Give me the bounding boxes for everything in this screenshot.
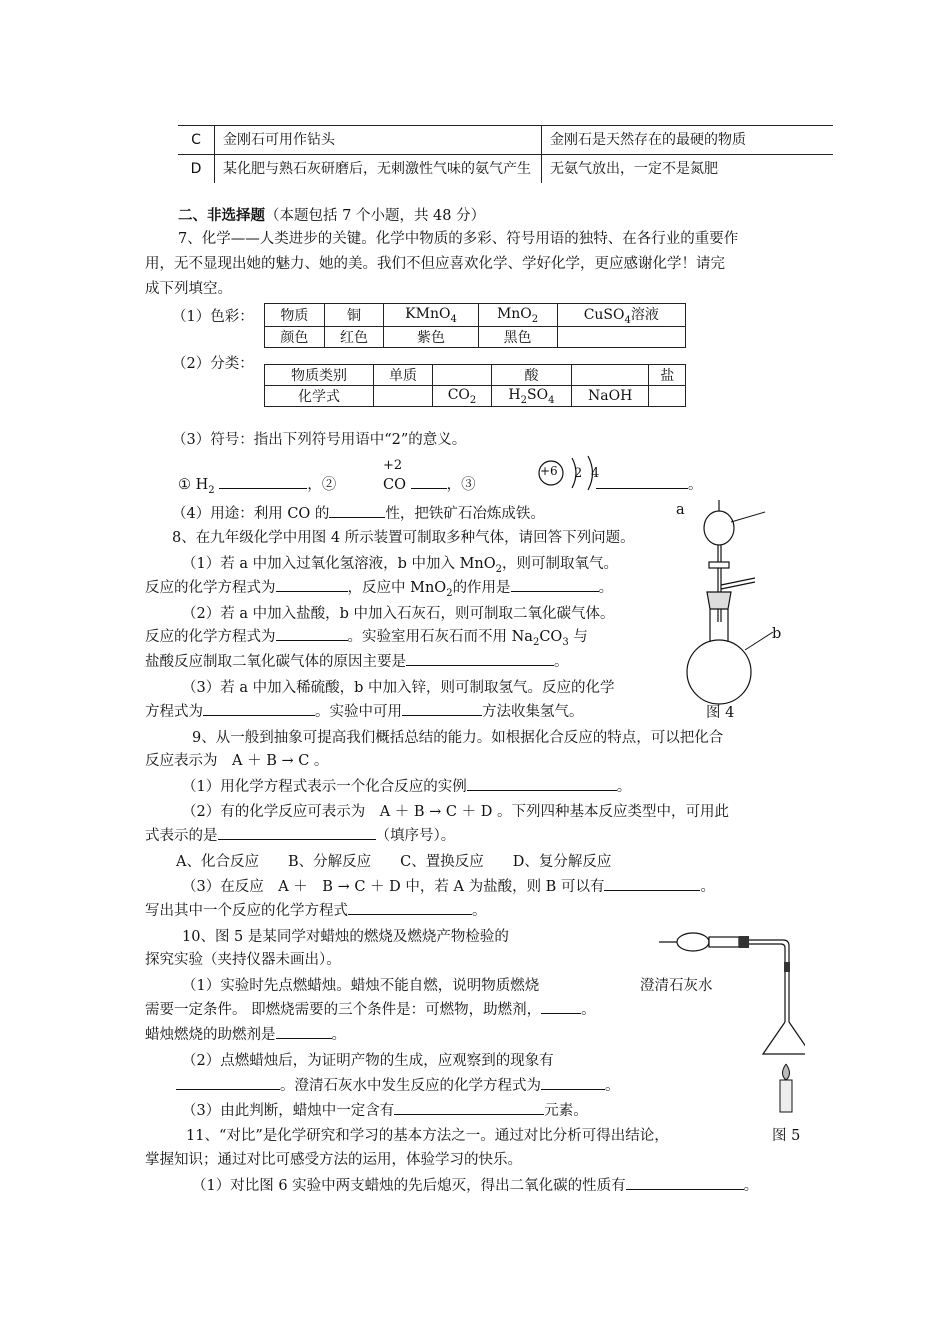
- q10-line-4: [145, 999, 596, 1021]
- q9-line-4: （2）有的化学反应可表示为 A ＋ B → C ＋ D 。下列四种基本反应类型中，可用此: [182, 804, 729, 820]
- top-options-table: [178, 125, 833, 183]
- cell: NaOH: [571, 386, 649, 407]
- q7-intro-1: 7、化学——人类进步的关键。化学中物质的多彩、符号用语的独特、在各行业的重要作: [178, 231, 739, 247]
- text: （1）若 a 中加入过氧化氢溶液，b 中加入 MnO: [182, 556, 496, 572]
- text: 。实验室用石灰石而不用 Na: [347, 629, 533, 645]
- cell: 铜: [324, 304, 384, 327]
- text: 。: [605, 1078, 620, 1094]
- text: 反应的化学方程式为: [145, 629, 276, 645]
- blank[interactable]: [276, 626, 348, 641]
- cell: [492, 386, 572, 407]
- q10-line-5: [145, 1024, 346, 1046]
- q10-line-8: [182, 1099, 588, 1120]
- text: 盐酸反应制取二氧化碳气体的原因主要是: [145, 654, 406, 670]
- cell: 物质类别: [265, 365, 374, 386]
- cell: 化学式: [265, 386, 374, 407]
- classification-table: [264, 364, 686, 407]
- round-bottom-flask: [687, 640, 751, 704]
- cell: 紫色: [384, 326, 478, 347]
- label-a-pointer: [731, 512, 765, 522]
- option-statement: 金刚石可用作钻头: [215, 126, 542, 155]
- text: 需要一定条件。 即燃烧需要的三个条件是：可燃物，助燃剂，: [145, 1002, 542, 1018]
- bent-tube-inner: [749, 944, 785, 1002]
- figure-4-apparatus: [685, 492, 795, 714]
- text: 。澄清石灰水中发生反应的化学方程式为: [280, 1078, 541, 1094]
- drying-tube-bulb: [677, 933, 709, 951]
- blank[interactable]: [203, 701, 315, 716]
- q11-line-2: 掌握知识；通过对比可感受方法的运用，体验学习的快乐。: [145, 1152, 522, 1168]
- connector: [739, 936, 749, 948]
- cell: [557, 304, 685, 327]
- text: 与: [568, 629, 588, 645]
- nucleus-label: +6: [540, 464, 558, 478]
- formula: KMnO: [405, 305, 451, 322]
- q9-options: A、化合反应 B、分解反应 C、置换反应 D、复分解反应: [176, 854, 612, 870]
- cell: [374, 386, 433, 407]
- blank[interactable]: [402, 701, 482, 716]
- blank[interactable]: [176, 1075, 280, 1090]
- blank[interactable]: [276, 577, 348, 592]
- text: 。: [331, 1027, 346, 1043]
- text: ，则可制取氧气。: [502, 556, 619, 572]
- blank[interactable]: [394, 1100, 544, 1115]
- q10-line-7: [176, 1074, 620, 1095]
- figure-4-label-a: a: [676, 502, 685, 518]
- cell: [571, 365, 649, 386]
- label-b-pointer: [745, 632, 773, 650]
- dropping-funnel-bulb: [704, 511, 734, 545]
- subscript: 2: [495, 563, 503, 575]
- subscript: 2: [446, 587, 453, 599]
- text: 式表示的是: [145, 828, 218, 844]
- option-reason: 金刚石是天然存在的最硬的物质: [542, 126, 834, 155]
- text: 蜡烛燃烧的助燃剂是: [145, 1027, 276, 1043]
- blank[interactable]: [406, 651, 554, 666]
- q7-intro-2: 用，无不显现出她的魅力、她的美。我们不但应喜欢化学、学好化学，更应感谢化学！请完: [145, 256, 725, 272]
- subscript: 4: [548, 394, 555, 406]
- q7-part2-label: （2）分类：: [172, 356, 254, 372]
- blank-1[interactable]: [219, 474, 307, 489]
- q10-line-6: （2）点燃蜡烛后，为证明产物的生成，应观察到的现象有: [182, 1053, 554, 1069]
- table-row: [265, 304, 686, 327]
- cell: 红色: [324, 326, 384, 347]
- cell: [478, 304, 557, 327]
- electron-count-1: 2: [574, 466, 583, 481]
- separator: ，②: [307, 477, 337, 493]
- figure-5-caption: 图 5: [772, 1128, 801, 1144]
- q8-line-3: [145, 577, 613, 605]
- cell: [433, 365, 492, 386]
- blank[interactable]: [348, 900, 472, 915]
- text: 。: [472, 903, 487, 919]
- subscript: 2: [520, 394, 528, 406]
- text: 写出其中一个反应的化学方程式: [145, 903, 348, 919]
- option-statement-text: 某化肥与熟石灰研磨后，无刺激性气味的氨气产生: [223, 161, 531, 177]
- q7-intro-3: 成下列填空。: [145, 281, 232, 297]
- limewater-label: 澄清石灰水: [640, 978, 713, 994]
- text: 的作用是: [452, 580, 511, 596]
- table-row: [178, 155, 833, 184]
- q7-symbols-line: [178, 473, 336, 496]
- q9-line-1: 9、从一般到抽象可提高我们概括总结的能力。如根据化合反应的特点，可以把化合: [192, 730, 724, 746]
- option-reason: 无氨气放出，一定不是氮肥: [542, 155, 834, 184]
- table-row: [178, 126, 833, 155]
- formula: SO: [527, 386, 549, 403]
- tube-joint: [784, 962, 790, 972]
- q8-line-8: [145, 701, 584, 723]
- q9-line-5: [145, 825, 455, 847]
- symbol-co-text: CO: [383, 477, 406, 493]
- side-tube-lower: [721, 582, 755, 589]
- q8-line-1: 8、在九年级化学中用图 4 所示装置可制取多种气体，请回答下列问题。: [172, 530, 635, 546]
- q7-part4-tail: 性，把铁矿石冶炼成铁。: [385, 506, 545, 522]
- q10-line-2: 探究实验（夹持仪器未画出）。: [145, 952, 341, 968]
- text: 。: [700, 879, 715, 895]
- subscript: 3: [562, 636, 569, 648]
- text: 。: [581, 1002, 596, 1018]
- stopper: [707, 592, 731, 609]
- q7-part4-text: （4）用途：利用 CO 的: [172, 506, 330, 522]
- q7-part4: [172, 502, 545, 523]
- blank[interactable]: [218, 825, 376, 840]
- q8-line-2: [182, 552, 618, 575]
- q7-part3: （3）符号：指出下列符号用语中“2”的意义。: [172, 432, 467, 448]
- text: CO: [539, 629, 563, 645]
- symbol-co: [383, 473, 476, 494]
- subscript: 2: [208, 484, 215, 496]
- blank[interactable]: [541, 999, 581, 1014]
- q11-line-3: [192, 1174, 758, 1195]
- formula: CO: [447, 386, 470, 403]
- section-heading: [178, 204, 485, 225]
- option-letter: D: [178, 155, 215, 184]
- subscript: 4: [450, 313, 457, 325]
- blank[interactable]: [467, 776, 617, 791]
- section-title: 二、非选择题: [178, 207, 265, 224]
- option-statement: [215, 155, 542, 184]
- text: 。: [616, 779, 632, 795]
- text: 元素。: [544, 1103, 588, 1119]
- subscript: 2: [532, 636, 540, 648]
- blank[interactable]: [276, 1024, 332, 1039]
- q10-line-3: （1）实验时先点燃蜡烛。蜡烛不能自燃，说明物质燃烧: [182, 978, 540, 994]
- table-row: [265, 326, 686, 347]
- subscript: 4: [624, 314, 631, 326]
- formula: MnO: [496, 305, 532, 322]
- text: ，反应中 MnO: [347, 580, 447, 596]
- text: （1）对比图 6 实验中两支蜡烛的先后熄灭，得出二氧化碳的性质有: [192, 1178, 626, 1194]
- q8-line-7: （3）若 a 中加入稀硫酸，b 中加入锌，则可制取氢气。反应的化学: [182, 680, 615, 696]
- side-tube: [721, 578, 755, 585]
- text: （1）用化学方程式表示一个化合反应的实例: [182, 779, 467, 795]
- q8-line-6: [145, 651, 569, 673]
- blank[interactable]: [541, 1075, 605, 1090]
- q11-line-1: 11、“对比”是化学研究和学习的基本方法之一。通过对比分析可得出结论，: [186, 1128, 669, 1144]
- cell: [649, 386, 686, 407]
- candle: [780, 1080, 792, 1112]
- blank-3[interactable]: [596, 474, 688, 489]
- cell: 盐: [649, 365, 686, 386]
- subscript: 2: [531, 313, 539, 325]
- table-row: [265, 365, 686, 386]
- valence-mark: +2: [383, 458, 403, 473]
- q9-line-8: [145, 900, 487, 922]
- text: 。: [598, 580, 614, 596]
- text: 。: [554, 654, 569, 670]
- cell: 颜色: [265, 326, 325, 347]
- cell: [557, 326, 685, 347]
- text: 。: [743, 1178, 759, 1194]
- figure-5-apparatus: [655, 922, 805, 1122]
- blank[interactable]: [604, 876, 700, 891]
- formula-suffix: 溶液: [630, 307, 659, 323]
- formula: H: [508, 386, 521, 403]
- cell: 物质: [265, 304, 325, 327]
- subscript: 2: [469, 394, 477, 406]
- symbol-h2: ① H: [178, 477, 209, 493]
- blank-3-wrap: [596, 473, 703, 494]
- blank[interactable]: [626, 1175, 744, 1190]
- separator: ，③: [446, 477, 476, 493]
- q7-part1-label: （1）色彩：: [172, 309, 254, 325]
- color-table: [264, 303, 686, 348]
- q8-line-5: [145, 626, 588, 654]
- formula: CuSO: [583, 307, 625, 323]
- q9-line-2: 反应表示为 A ＋ B → C 。: [145, 753, 329, 769]
- figure-4-label-b: b: [772, 626, 782, 642]
- cell: 单质: [374, 365, 433, 386]
- text: 方法收集氢气。: [482, 704, 584, 720]
- cell: [433, 386, 492, 407]
- table-row: [265, 386, 686, 407]
- text: （3）在反应 A ＋ B → C ＋ D 中，若 A 为盐酸，则 B 可以有: [182, 879, 605, 895]
- text: （3）由此判断，蜡烛中一定含有: [182, 1103, 395, 1119]
- text: 。实验中可用: [315, 704, 402, 720]
- blank-4[interactable]: [329, 503, 385, 518]
- q9-line-7: [182, 875, 715, 896]
- text: 反应的化学方程式为: [145, 580, 276, 596]
- q9-line-3: [182, 775, 631, 796]
- blank[interactable]: [511, 577, 599, 592]
- option-letter: C: [178, 126, 215, 155]
- bent-tube: [749, 940, 789, 1002]
- section-note: （本题包括 7 个小题，共 48 分）: [265, 208, 486, 224]
- cell: 酸: [492, 365, 572, 386]
- q10-line-1: 10、图 5 是某同学对蜡烛的燃烧及燃烧产物检验的: [182, 929, 509, 945]
- text: （填序号）。: [375, 828, 456, 844]
- electron-count-2: 4: [591, 466, 600, 481]
- q8-line-4: （2）若 a 中加入盐酸，b 中加入石灰石，则可制取二氧化碳气体。: [182, 606, 615, 622]
- period: 。: [688, 477, 703, 493]
- candle-flame: [783, 1064, 790, 1080]
- inverted-funnel: [763, 1022, 805, 1054]
- cell: 黑色: [478, 326, 557, 347]
- blank-2[interactable]: [411, 474, 447, 489]
- drying-tube: [709, 937, 739, 947]
- stopcock: [709, 562, 729, 568]
- figure-4-caption: 图 4: [706, 705, 735, 721]
- text: 方程式为: [145, 704, 203, 720]
- cell: [384, 304, 478, 327]
